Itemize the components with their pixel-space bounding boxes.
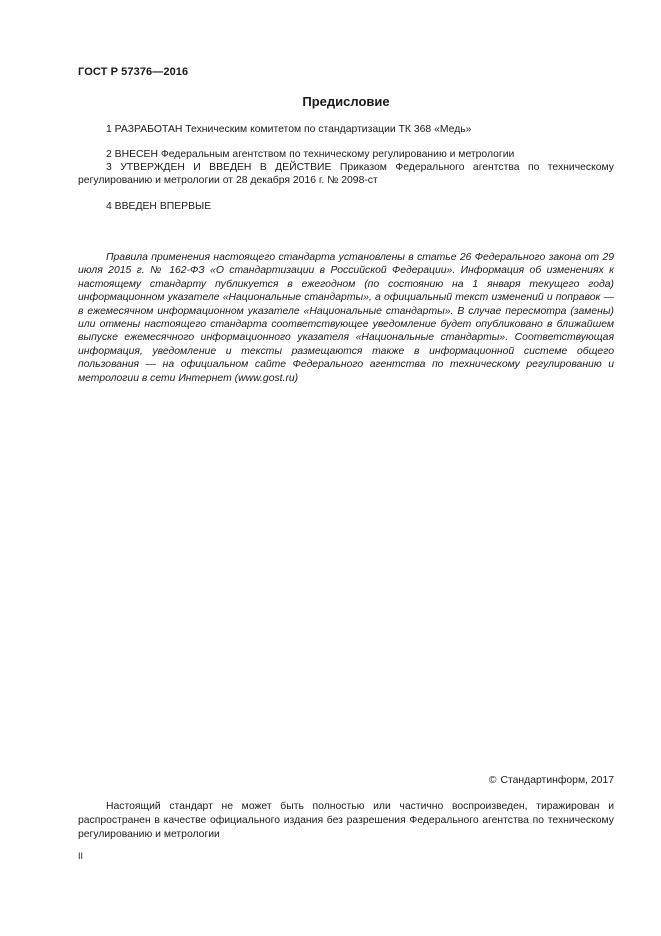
preface-item-1: 1 РАЗРАБОТАН Техническим комитетом по стандартизации ТК 368 «Медь»	[106, 124, 472, 135]
preface-item-2: 2 ВНЕСЕН Федеральным агентством по техническому регулированию и метрологии	[106, 149, 515, 160]
page-title: Предисловие	[302, 94, 390, 109]
reproduction-rights-notice: Настоящий стандарт не может быть полностью или частично воспроизведен, тиражирован и распространен в качестве официального издания без разрешения Федерального агентства по техническому регулированию и метрологии	[78, 801, 614, 840]
copyright-symbol: ©	[488, 775, 497, 786]
copyright-line	[489, 775, 614, 786]
preface-item-4: 4 ВВЕДЕН ВПЕРВЫЕ	[106, 201, 212, 212]
preface-item-3: 3 УТВЕРЖДЕН И ВВЕДЕН В ДЕЙСТВИЕ Приказом Федерального агентства по техническому регулированию и метрологии от 28 декабря 2016 г. № 2098-ст	[78, 162, 614, 186]
copyright-text: Стандартинформ, 2017	[500, 775, 614, 786]
document-code: ГОСТ Р 57376—2016	[78, 66, 189, 78]
application-rules-notice: Правила применения настоящего стандарта установлены в статье 26 Федерального закона от 29 июля 2015 г. № 162-ФЗ «О стандартизации в Российской Федерации». Информация об изменениях к настоящему стандарту публикуется в ежегодном (по состоянию на 1 января текущего года) информационном указателе «Национальные стандарты», а официальный текст изменений и поправок — в ежемесячном информационном указателе «Национальные стандарты». В случае пересмотра (замены) или отмены настоящего стандарта соответствующее уведомление будет опубликовано в ближайшем выпуске ежемесячного информационного указателя «Национальные стандарты». Соответствующая информация, уведомление и тексты размещаются также в информационной системе общего пользования — на официальном сайте Федерального агентства по техническому регулированию и метрологии в сети Интернет (www.gost.ru)	[78, 252, 614, 384]
page-number: II	[78, 851, 84, 861]
